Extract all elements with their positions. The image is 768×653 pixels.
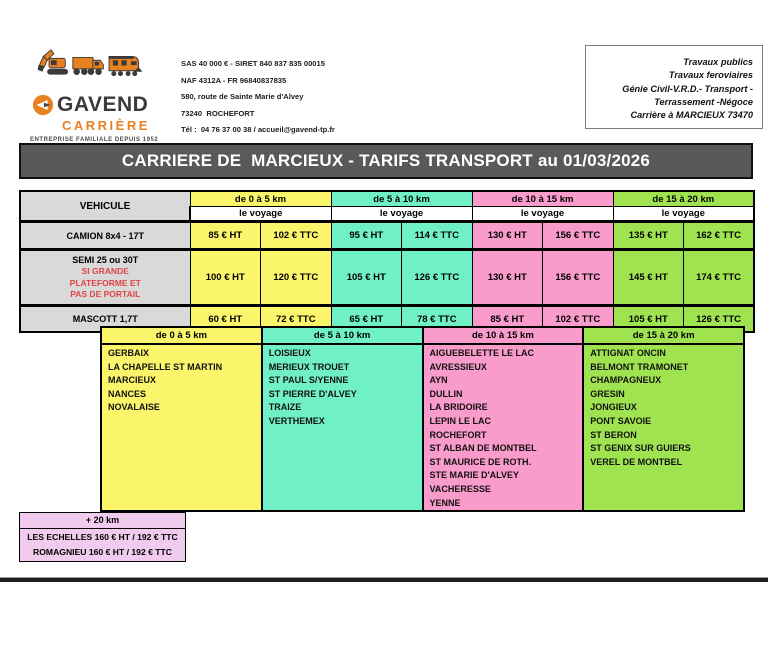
price-cell: 102 € TTC — [543, 306, 614, 333]
commune-item: LOISIEUX — [268, 348, 311, 358]
price-cell: 85 € HT — [190, 222, 261, 250]
price-cell: 95 € HT — [331, 222, 402, 250]
communes-table — [100, 326, 745, 512]
communes-cell — [423, 344, 584, 511]
price-cell: 85 € HT — [472, 306, 543, 333]
price-cell: 65 € HT — [331, 306, 402, 333]
commune-item: STE MARIE D'ALVEY — [429, 470, 519, 481]
company-info-line: 580, route de Sainte Marie d'Alvey — [181, 92, 304, 101]
extra-zone-lines — [20, 529, 185, 561]
price-cell: 78 € TTC — [402, 306, 473, 333]
vehicle-name: CAMION 8x4 - 17T — [66, 230, 145, 241]
distance-band-header: de 15 à 20 km — [613, 191, 754, 207]
voyage-label-cell: le voyage — [331, 207, 472, 222]
logo-name: GAVEND — [57, 93, 149, 116]
vehicle-name: MASCOTT 1,7T — [72, 314, 138, 324]
vehicles-icon — [34, 46, 146, 86]
tariff-table-section — [19, 190, 755, 333]
voyage-label-cell: le voyage — [190, 207, 331, 222]
price-cell: 126 € TTC — [684, 306, 755, 333]
price-cell: 114 € TTC — [402, 222, 473, 250]
company-info-line: NAF 4312A - FR 96840837835 — [181, 75, 287, 85]
vehicle-note-line: PAS DE PORTAIL — [70, 289, 141, 300]
communes-cell — [583, 344, 744, 511]
vehicle-note-line: PLATEFORME ET — [69, 277, 141, 288]
vehicle-cell — [20, 222, 190, 250]
commune-item: CHAMPAGNEUX — [590, 375, 662, 386]
communes-cell — [262, 344, 423, 511]
commune-item: DULLIN — [429, 388, 463, 399]
commune-item: TRAIZE — [268, 402, 302, 413]
commune-item: ST PAUL S/YENNE — [268, 375, 349, 386]
extra-zone-line: LES ECHELLES 160 € HT / 192 € TTC — [27, 532, 178, 542]
price-cell: 120 € TTC — [261, 250, 332, 306]
commune-item: JONGIEUX — [590, 402, 637, 413]
price-cell: 105 € HT — [331, 250, 402, 306]
commune-item: ROCHEFORT — [429, 429, 487, 440]
communes-band-header: de 10 à 15 km — [423, 327, 584, 344]
page-title: CARRIERE DE MARCIEUX - TARIFS TRANSPORT au 01/03/2026 — [121, 151, 651, 170]
logo-tagline: ENTREPRISE FAMILIALE DEPUIS 1952 — [30, 137, 159, 143]
distance-band-header: de 0 à 5 km — [190, 191, 331, 207]
price-cell: 135 € HT — [613, 222, 684, 250]
services-line: Carrière à MARCIEUX 73470 — [630, 110, 753, 121]
commune-item: GRESIN — [590, 388, 625, 399]
price-cell: 102 € TTC — [261, 222, 332, 250]
commune-item: AVRESSIEUX — [429, 361, 487, 372]
commune-item: MARCIEUX — [108, 375, 157, 386]
communes-band-header: de 5 à 10 km — [262, 327, 423, 344]
tariff-table — [19, 190, 755, 333]
communes-band-header: de 0 à 5 km — [101, 327, 262, 344]
services-line: Travaux feroviaires — [668, 70, 753, 81]
extra-zone-box — [19, 512, 186, 562]
commune-item: ST BERON — [590, 429, 637, 440]
commune-item: LA CHAPELLE ST MARTIN — [108, 361, 223, 372]
commune-item: ST ALBAN DE MONTBEL — [429, 443, 537, 454]
vehicle-note-line: SI GRANDE — [81, 266, 129, 277]
price-cell: 100 € HT — [190, 250, 261, 306]
commune-item: VEREL DE MONTBEL — [590, 456, 683, 467]
commune-item: ST GENIX SUR GUIERS — [590, 443, 691, 454]
company-logo — [30, 46, 159, 143]
vehicle-column-header: VEHICULE — [20, 191, 190, 222]
extra-zone-line: ROMAGNIEU 160 € HT / 192 € TTC — [33, 546, 172, 557]
commune-item: NANCES — [108, 388, 147, 399]
voyage-label-cell: le voyage — [472, 207, 613, 222]
title-bar — [19, 143, 753, 179]
company-info-line: SAS 40 000 € - SIRET 840 837 835 00015 — [181, 59, 325, 68]
commune-item: VERTHEMEX — [268, 415, 325, 426]
distance-band-header: de 5 à 10 km — [331, 191, 472, 207]
price-cell: 145 € HT — [613, 250, 684, 306]
price-cell: 156 € TTC — [543, 250, 614, 306]
price-cell: 105 € HT — [613, 306, 684, 333]
commune-item: PONT SAVOIE — [590, 415, 652, 426]
voyage-label-cell: le voyage — [613, 207, 754, 222]
commune-item: ST MAURICE DE ROTH. — [429, 456, 532, 467]
price-cell: 174 € TTC — [684, 250, 755, 306]
commune-item: BELMONT TRAMONET — [590, 361, 689, 372]
company-info — [181, 56, 335, 139]
communes-band-header: de 15 à 20 km — [583, 327, 744, 344]
extra-zone-header: + 20 km — [20, 513, 185, 529]
commune-item: AIGUEBELETTE LE LAC — [429, 348, 535, 358]
logo-subname: CARRIÈRE — [62, 118, 150, 133]
price-cell: 130 € HT — [472, 250, 543, 306]
commune-item: LEPIN LE LAC — [429, 415, 492, 426]
commune-item: AYN — [429, 375, 448, 386]
company-info-line: Tél : 04 76 37 00 38 / accueil@gavend-tp.fr — [181, 125, 335, 134]
communes-cell — [101, 344, 262, 511]
services-box — [585, 45, 763, 129]
logo-mark-icon — [32, 94, 54, 116]
communes-table-section — [100, 326, 745, 512]
price-cell: 60 € HT — [190, 306, 261, 333]
bottom-divider-line — [0, 577, 768, 582]
commune-item: NOVALAISE — [108, 402, 160, 413]
company-info-line: 73240 ROCHEFORT — [181, 108, 255, 118]
commune-item: YENNE — [429, 497, 461, 508]
commune-item: ATTIGNAT ONCIN — [590, 348, 666, 358]
commune-item: MERIEUX TROUET — [268, 361, 350, 372]
vehicle-cell — [20, 250, 190, 306]
services-line: Terrassement -Négoce — [654, 96, 753, 107]
price-cell: 126 € TTC — [402, 250, 473, 306]
commune-item: ST PIERRE D'ALVEY — [268, 388, 357, 399]
services-line: Génie Civil-V.R.D.- Transport - — [622, 83, 753, 94]
tariff-row — [20, 222, 754, 250]
tariff-row — [20, 250, 754, 306]
price-cell: 156 € TTC — [543, 222, 614, 250]
price-cell: 72 € TTC — [261, 306, 332, 333]
vehicle-name: SEMI 25 ou 30T — [72, 255, 139, 266]
commune-item: GERBAIX — [108, 348, 150, 358]
price-cell: 130 € HT — [472, 222, 543, 250]
services-line: Travaux publics — [683, 57, 753, 67]
price-cell: 162 € TTC — [684, 222, 755, 250]
commune-item: LA BRIDOIRE — [429, 402, 488, 413]
distance-band-header: de 10 à 15 km — [472, 191, 613, 207]
commune-item: VACHERESSE — [429, 483, 491, 494]
